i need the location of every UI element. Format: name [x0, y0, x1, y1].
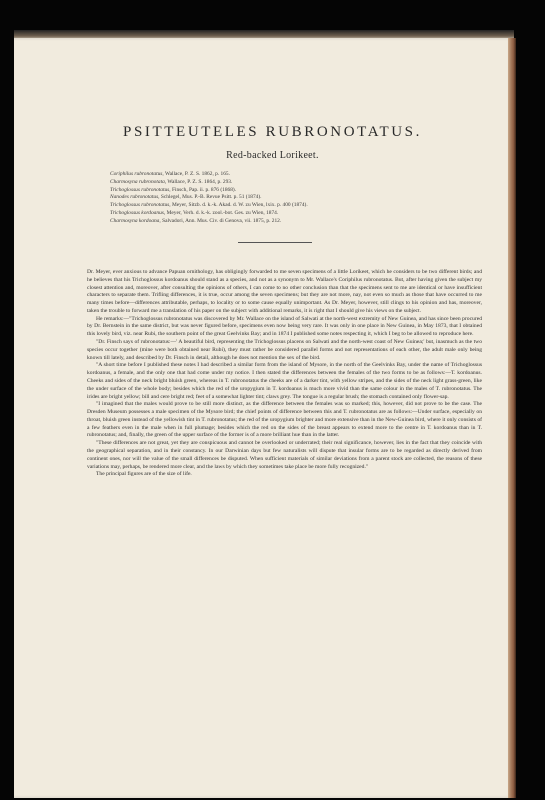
synonym-reference: Schlegel, Mus. P.-B. Revue Psitt. p. 51 (1874).: [159, 194, 262, 201]
synonymy-list: [110, 171, 470, 226]
body-paragraph: The principal figures are of the size of life.: [96, 471, 192, 478]
synonym-reference: Wallace, P. Z. S. 1862, p. 165.: [163, 171, 230, 177]
synonym-entry: [110, 171, 470, 179]
synonym-entry: [110, 210, 470, 218]
synonym-name: Trichoglossus rubronotatus,: [110, 186, 171, 193]
article-body: [87, 269, 482, 479]
synonym-entry: [110, 218, 470, 226]
synonym-name: Charmosyna rubronotata,: [110, 178, 167, 185]
synonym-name: Trichoglossus kordoanus,: [110, 209, 166, 216]
synonym-reference: Meyer, Verh. d. k.-k. zool.-bot. Ges. zu Wien, 1874.: [165, 209, 279, 216]
body-paragraph: Dr. Meyer, ever anxious to advance Papuan ornithology, has obligingly forwarded to me seven specimens of a little Lorikeet, which he considers to be two different birds; and he believes that his Trichoglossus kordoanus should stand as a species, and not as a synonym to Mr. Wallace's Coriphilus rubronotatus. But, after having given the subject my closest attention and, moreover, after consulting the opinions of others, I can come to no other conclusion than that the specimens sent to me are identical or have insufficient characters to separate them. Trifling differences, it is true, occur among the seven specimens; but they are not more, nay, not even so much as those that have occurred to me many times before—differences attributable, perhaps, to locality or to some cause equally unimportant. As Dr. Meyer, however, still clings to his opinion and has, moreover, taken the trouble to forward me a translation of his paper on the subject with additional remarks, it is right that I should give his views on the subject.: [87, 269, 482, 314]
synonym-name: Trichoglossus rubronotatus,: [110, 202, 171, 209]
species-title: PSITTEUTELES RUBRONOTATUS.: [123, 124, 422, 140]
synonym-name: Coriphilus rubronotatus,: [110, 171, 164, 177]
synonym-reference: Meyer, Sitzb. d. k.-k. Akad. d. W. zu Wien, lxix. p. 400 (1874).: [170, 202, 308, 209]
body-paragraph: "Dr. Finsch says of rubronotatus:—' A beautiful bird, representing the Trichoglossus placens on Salwati and the north-west coast of New Guinea;' but, inasmuch as the two species occur together (mine were both obtained near Rubi), they must rather be considered parallel forms and not representations of each other, the adult male only being known till lately, and described by Dr. Finsch in detail, although he does not mention the sex of the bird.: [87, 339, 482, 361]
body-paragraph: "A short time before I published these notes I had described a similar form from the island of Mysore, in the north of the Geelvinks Bay, under the name of Trichoglossus kordoanus, a female, and the only one that had come under my notice. I then stated the differences between the females of the two forms to be as follows:—T. kordoanus. Cheeks and sides of the neck bright bluish green, whereas in T. rubronotatus the cheeks are of a darker tint, with yellow stripes, and the sides of the neck light grass-green, like the under surface of the whole body; besides which the red of the uropygium in T. kordoanus is much more vivid than the same colour in the males of T. rubronotatus. The irides are bright yellow; bill and cere bright red; feet of a somewhat lighter tint; claws grey. The tongue is a regular brush; the stomach contained only flower-sap.: [87, 362, 482, 400]
synonym-name: Nanodes rubronotatus,: [110, 194, 160, 201]
synonym-entry: [110, 202, 470, 210]
synonym-entry: [110, 179, 470, 187]
body-paragraph: "I imagined that the males would prove to be still more distinct, as the difference between the females was so marked; this, however, did not prove to be the case. The Dresden Museum possesses a male specimen of the Mysore bird; the chief points of difference between this and T. rubronotatus are as follows:—Under surface, especially on throat, bluish green instead of the yellowish tint in T. rubronotatus; the red of the uropygium brighter and more extensive than in the New-Guinea bird, where it only consists of a few feathers even in the male when in full plumage; besides which the red on the sides of the breast appears to extend more to the centre in T. kordoanus than in T. rubronotatus; and, finally, the green of the upper surface of the former is of a more brilliant hue than in the latter.: [87, 401, 482, 439]
synonym-reference: Wallace, P. Z. S. 1864, p. 293.: [166, 178, 233, 185]
body-paragraph: "These differences are not great, yet they are conspicuous and cannot be overlooked or underrated; their real significance, however, lies in the fact that they coincide with the geographical separation, and in their constancy. In our Darwinian days but few naturalists will dispute that insular forms are to be regarded as directly derived from continent ones, nor will the value of the small differences be disputed. When sufficient materials of similar deviations from a parent stock are collected, the reasons of these variations may, perhaps, be rendered more clear, and the laws by which they sometimes take place be more fully recognized.": [87, 440, 482, 470]
synonym-reference: Salvadori, Ann. Mus. Civ. di Genova, vii. 1875, p. 212.: [160, 217, 282, 224]
common-name-subtitle: Red-backed Lorikeet.: [226, 150, 319, 161]
synonym-reference: Finsch, Pap. ii. p. 876 (1868).: [170, 186, 237, 193]
section-divider: [238, 242, 312, 243]
body-paragraph: He remarks:—"Trichoglossus rubronotatus was discovered by Mr. Wallace on the island of Salwati at the north-west extremity of New Guinea, and has since been procured by Dr. Bernstein in the same district, but was never figured before, specimens even now being very rare. It was only in one place in New Guinea, in May 1873, that I obtained this lovely bird, viz. near Rubi, the southern point of the great Geelvinks Bay; and in 1874 I published some notes respecting it, which I beg to be allowed to reproduce here.: [87, 315, 482, 338]
synonym-name: Charmosyna kordoana,: [110, 217, 161, 224]
